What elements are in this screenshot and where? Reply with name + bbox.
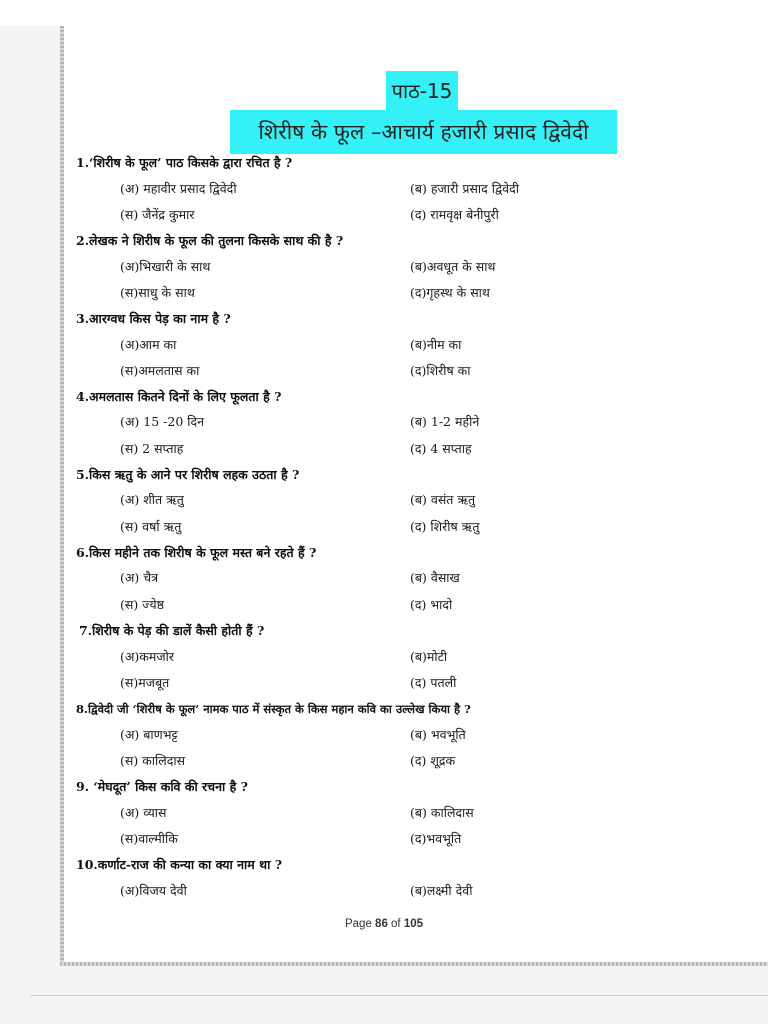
- q9-option-d: (द)भवभूति: [410, 831, 462, 846]
- q9-option-c: (स)वाल्मीकि: [120, 831, 178, 846]
- q4-option-a: (अ) 15 -20 दिन: [120, 414, 205, 429]
- question-9: 9. ‘मेघदूत’ किस कवि की रचना है ?: [76, 779, 248, 794]
- footer-prefix: Page: [344, 918, 376, 930]
- q2-option-b: (ब)अवधूत के साथ: [410, 259, 496, 274]
- q3-option-a: (अ)आम का: [120, 337, 177, 352]
- question-2: 2.लेखक ने शिरीष के फूल की तुलना किसके साथ की है ?: [76, 233, 344, 248]
- q6-option-b: (ब) वैसाख: [410, 570, 460, 585]
- q5-option-d: (द) शिरीष ऋतु: [410, 519, 480, 534]
- q6-option-c: (स) ज्येष्ठ: [120, 597, 164, 612]
- q4-option-b: (ब) 1-2 महीने: [410, 414, 480, 429]
- q5-option-c: (स) वर्षा ऋतु: [120, 519, 182, 534]
- q7-option-a: (अ)कमजोर: [120, 649, 175, 664]
- question-3: 3.आरग्वध किस पेड़ का नाम है ?: [76, 311, 231, 326]
- q9-option-b: (ब) कालिदास: [410, 805, 474, 820]
- lesson-title: शिरीष के फूल –आचार्य हजारी प्रसाद द्विवेदी: [230, 110, 617, 154]
- q3-option-d: (द)शिरीष का: [410, 363, 471, 378]
- q2-option-c: (स)साधु के साथ: [120, 285, 195, 300]
- q1-option-c: (स) जैनेंद्र कुमार: [120, 207, 195, 222]
- q6-option-d: (द) भादो: [410, 597, 453, 612]
- question-5: 5.किस ऋतु के आने पर शिरीष लहक उठता है ?: [76, 467, 300, 482]
- q8-option-a: (अ) बाणभट्ट: [120, 727, 178, 742]
- footer-middle: of: [387, 918, 404, 930]
- question-10: 10.कर्णाट-राज की कन्या का क्या नाम था ?: [76, 857, 283, 872]
- q3-option-c: (स)अमलतास का: [120, 363, 200, 378]
- q5-option-b: (ब) वसंत ऋतु: [410, 492, 476, 507]
- lesson-label: पाठ-15: [386, 71, 458, 111]
- q6-option-a: (अ) चैत्र: [120, 570, 159, 585]
- q8-option-b: (ब) भवभूति: [410, 727, 466, 742]
- q2-option-d: (द)गृहस्थ के साथ: [410, 285, 490, 300]
- q7-option-b: (ब)मोटी: [410, 649, 448, 664]
- q8-option-c: (स) कालिदास: [120, 753, 186, 768]
- page-bottom-edge: [60, 962, 768, 966]
- q1-option-d: (द) रामवृक्ष बेनीपुरी: [410, 207, 499, 222]
- q3-option-b: (ब)नीम का: [410, 337, 462, 352]
- footer-total-pages: 105: [403, 918, 424, 930]
- q1-option-b: (ब) हजारी प्रसाद द्विवेदी: [410, 181, 519, 196]
- question-4: 4.अमलतास कितने दिनों के लिए फूलता है ?: [76, 389, 282, 404]
- viewer-divider: [30, 995, 768, 996]
- question-6: 6.किस महीने तक शिरीष के फूल मस्त बने रहते हैं ?: [76, 545, 317, 560]
- q10-option-b: (ब)लक्ष्मी देवी: [410, 883, 473, 898]
- question-7: 7.शिरीष के पेड़ की डालें कैसी होती हैं ?: [79, 623, 265, 638]
- question-1: 1.‘शिरीष के फूल’ पाठ किसके द्वारा रचित है ?: [76, 155, 293, 170]
- q1-option-a: (अ) महावीर प्रसाद द्विवेदी: [120, 181, 237, 196]
- q7-option-c: (स)मजबूत: [120, 675, 170, 690]
- page-footer: [0, 918, 768, 930]
- viewer-top-band: [0, 0, 768, 26]
- footer-current-page: 86: [375, 918, 388, 930]
- q8-option-d: (द) शूद्रक: [410, 753, 456, 768]
- q5-option-a: (अ) शीत ऋतु: [120, 492, 184, 507]
- page-left-edge: [60, 26, 64, 966]
- q10-option-a: (अ)विजय देवी: [120, 883, 187, 898]
- q4-option-d: (द) 4 सप्ताह: [410, 441, 472, 456]
- question-8: 8.द्विवेदी जी ‘शिरीष के फूल’ नामक पाठ में संस्कृत के किस महान कवि का उल्लेख किया है ?: [76, 702, 471, 716]
- q7-option-d: (द) पतली: [410, 675, 457, 690]
- q9-option-a: (अ) व्यास: [120, 805, 167, 820]
- q2-option-a: (अ)भिखारी के साथ: [120, 259, 211, 274]
- q4-option-c: (स) 2 सप्ताह: [120, 441, 184, 456]
